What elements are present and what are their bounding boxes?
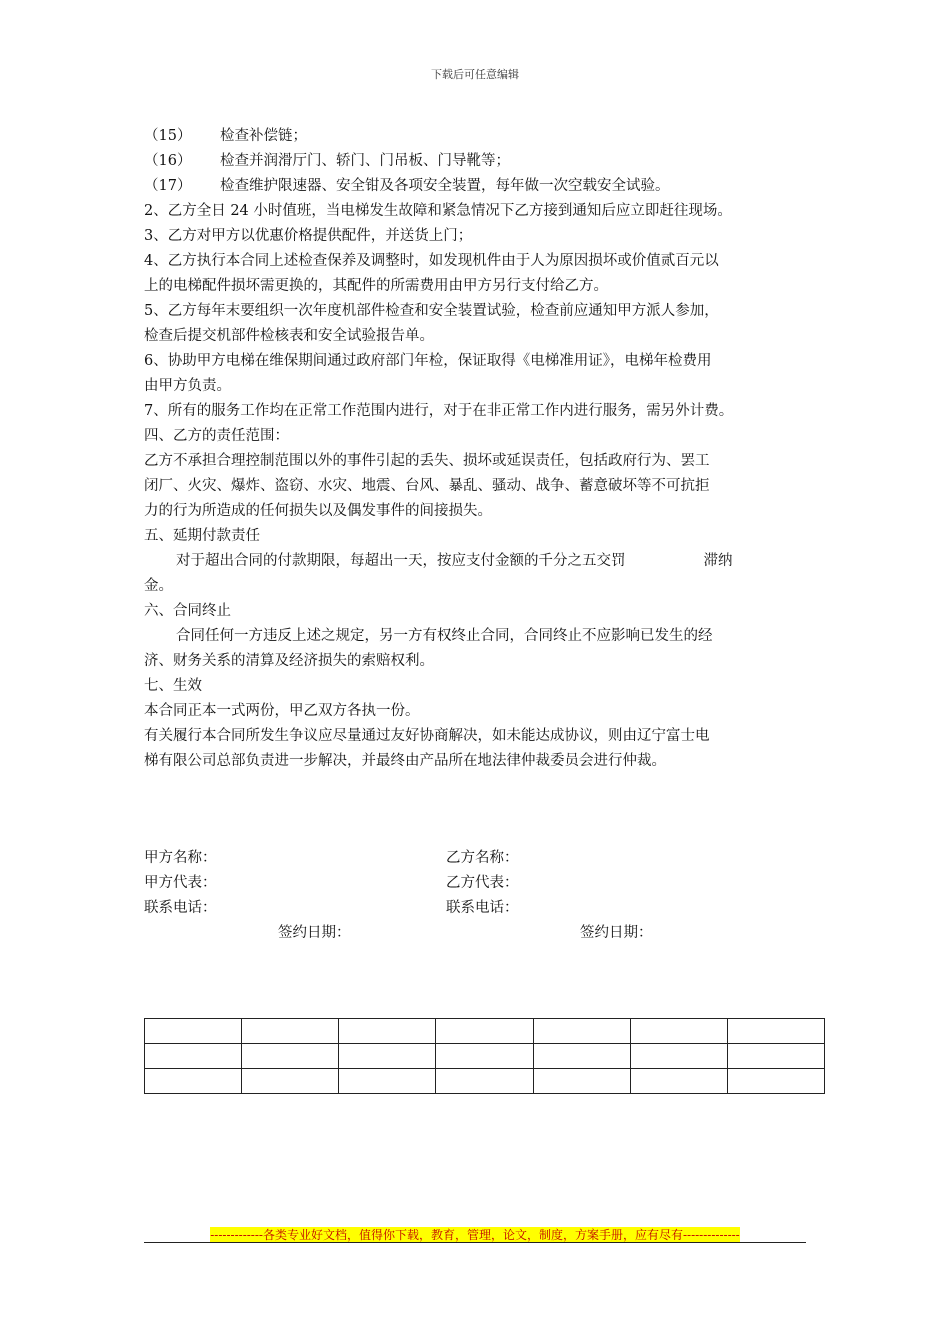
party-b-phone-label: 联系电话： xyxy=(446,900,519,916)
item-number: （15） xyxy=(144,128,192,144)
contract-body xyxy=(144,124,816,774)
penalty-continuation: 金。 xyxy=(144,578,173,594)
clause-line: 3、乙方对甲方以优惠价格提供配件，并送货上门； xyxy=(144,228,473,244)
list-item xyxy=(144,174,816,199)
table-cell xyxy=(339,1019,436,1044)
section-heading: 四、乙方的责任范围： xyxy=(144,428,289,444)
penalty-text-end: 滞纳 xyxy=(703,553,733,569)
table-cell xyxy=(727,1069,824,1094)
blank-table xyxy=(144,1018,825,1094)
party-a-phone-label: 联系电话： xyxy=(144,900,217,916)
clause-line: 济、财务关系的清算及经济损失的索赔权利。 xyxy=(144,653,434,669)
table-cell xyxy=(436,1069,533,1094)
penalty-clause xyxy=(144,549,816,574)
signature-row xyxy=(144,921,816,946)
table-cell xyxy=(727,1044,824,1069)
clause-line: 本合同正本一式两份，甲乙双方各执一份。 xyxy=(144,703,420,719)
clause-line: 2、乙方全日 24 小时值班，当电梯发生故障和紧急情况下乙方接到通知后应立即赶往现场。 xyxy=(144,203,732,219)
party-a-date-label: 签约日期： xyxy=(278,925,351,941)
list-item xyxy=(144,149,816,174)
clause-line: 梯有限公司总部负责进一步解决，并最终由产品所在地法律仲裁委员会进行仲裁。 xyxy=(144,753,666,769)
clause-line: 力的行为所造成的任何损失以及偶发事件的间接损失。 xyxy=(144,503,492,519)
item-number: （17） xyxy=(144,178,192,194)
table-cell xyxy=(145,1044,242,1069)
footer-banner-text: -------------各类专业好文档，值得你下载，教育，管理，论文，制度，方案手册，应有尽有-------------- xyxy=(210,1228,740,1242)
table-row xyxy=(145,1044,825,1069)
clause-line: 上的电梯配件损坏需更换的，其配件的所需费用由甲方另行支付给乙方。 xyxy=(144,278,608,294)
table-cell xyxy=(436,1044,533,1069)
section-heading: 五、延期付款责任 xyxy=(144,528,260,544)
table-cell xyxy=(145,1019,242,1044)
clause-line: 由甲方负责。 xyxy=(144,378,231,394)
clause-line: 5、乙方每年末要组织一次年度机部件检查和安全装置试验，检查前应通知甲方派人参加， xyxy=(144,303,719,319)
section-heading: 七、生效 xyxy=(144,678,202,694)
party-a-name-label: 甲方名称： xyxy=(144,850,217,866)
item-text: 检查并润滑厅门、轿门、门吊板、门导靴等； xyxy=(220,153,510,169)
header-note: 下载后可任意编辑 xyxy=(431,68,519,81)
signature-block xyxy=(144,846,816,946)
clause-line: 4、乙方执行本合同上述检查保养及调整时，如发现机件由于人为原因损坏或价值贰百元以 xyxy=(144,253,719,269)
table-cell xyxy=(630,1069,727,1094)
signature-row xyxy=(144,871,816,896)
party-b-date-label: 签约日期： xyxy=(580,925,653,941)
clause-line: 乙方不承担合理控制范围以外的事件引起的丢失、损坏或延误责任，包括政府行为、罢工 xyxy=(144,453,710,469)
table-cell xyxy=(242,1019,339,1044)
table-cell xyxy=(630,1044,727,1069)
table-cell xyxy=(533,1044,630,1069)
clause-line: 7、所有的服务工作均在正常工作范围内进行，对于在非正常工作内进行服务，需另外计费。 xyxy=(144,403,734,419)
footer-divider xyxy=(144,1242,806,1243)
clause-line: 6、协助甲方电梯在维保期间通过政府部门年检，保证取得《电梯准用证》，电梯年检费用 xyxy=(144,353,712,369)
table-cell xyxy=(630,1019,727,1044)
clause-line: 合同任何一方违反上述之规定，另一方有权终止合同，合同终止不应影响已发生的经 xyxy=(176,628,713,644)
penalty-text: 对于超出合同的付款期限，每超出一天，按应支付金额的千分之五交罚 xyxy=(176,553,626,569)
table-cell xyxy=(339,1044,436,1069)
item-text: 检查补偿链； xyxy=(220,128,307,144)
table-cell xyxy=(145,1069,242,1094)
party-b-name-label: 乙方名称： xyxy=(446,850,519,866)
table-cell xyxy=(339,1069,436,1094)
table-cell xyxy=(242,1069,339,1094)
party-b-rep-label: 乙方代表： xyxy=(446,875,519,891)
table-cell xyxy=(242,1044,339,1069)
footer-banner xyxy=(0,1224,950,1243)
table-cell xyxy=(533,1069,630,1094)
party-a-rep-label: 甲方代表： xyxy=(144,875,217,891)
item-number: （16） xyxy=(144,153,192,169)
clause-line: 有关履行本合同所发生争议应尽量通过友好协商解决，如未能达成协议，则由辽宁富士电 xyxy=(144,728,710,744)
table-cell xyxy=(727,1019,824,1044)
table-row xyxy=(145,1019,825,1044)
signature-row xyxy=(144,846,816,871)
table-cell xyxy=(436,1019,533,1044)
table-row xyxy=(145,1069,825,1094)
list-item xyxy=(144,124,816,149)
clause-line: 闭厂、火灾、爆炸、盗窃、水灾、地震、台风、暴乱、骚动、战争、蓄意破坏等不可抗拒 xyxy=(144,478,710,494)
clause-line: 检查后提交机部件检核表和安全试验报告单。 xyxy=(144,328,434,344)
signature-row xyxy=(144,896,816,921)
item-text: 检查维护限速器、安全钳及各项安全装置，每年做一次空载安全试验。 xyxy=(220,178,670,194)
section-heading: 六、合同终止 xyxy=(144,603,231,619)
table-cell xyxy=(533,1019,630,1044)
